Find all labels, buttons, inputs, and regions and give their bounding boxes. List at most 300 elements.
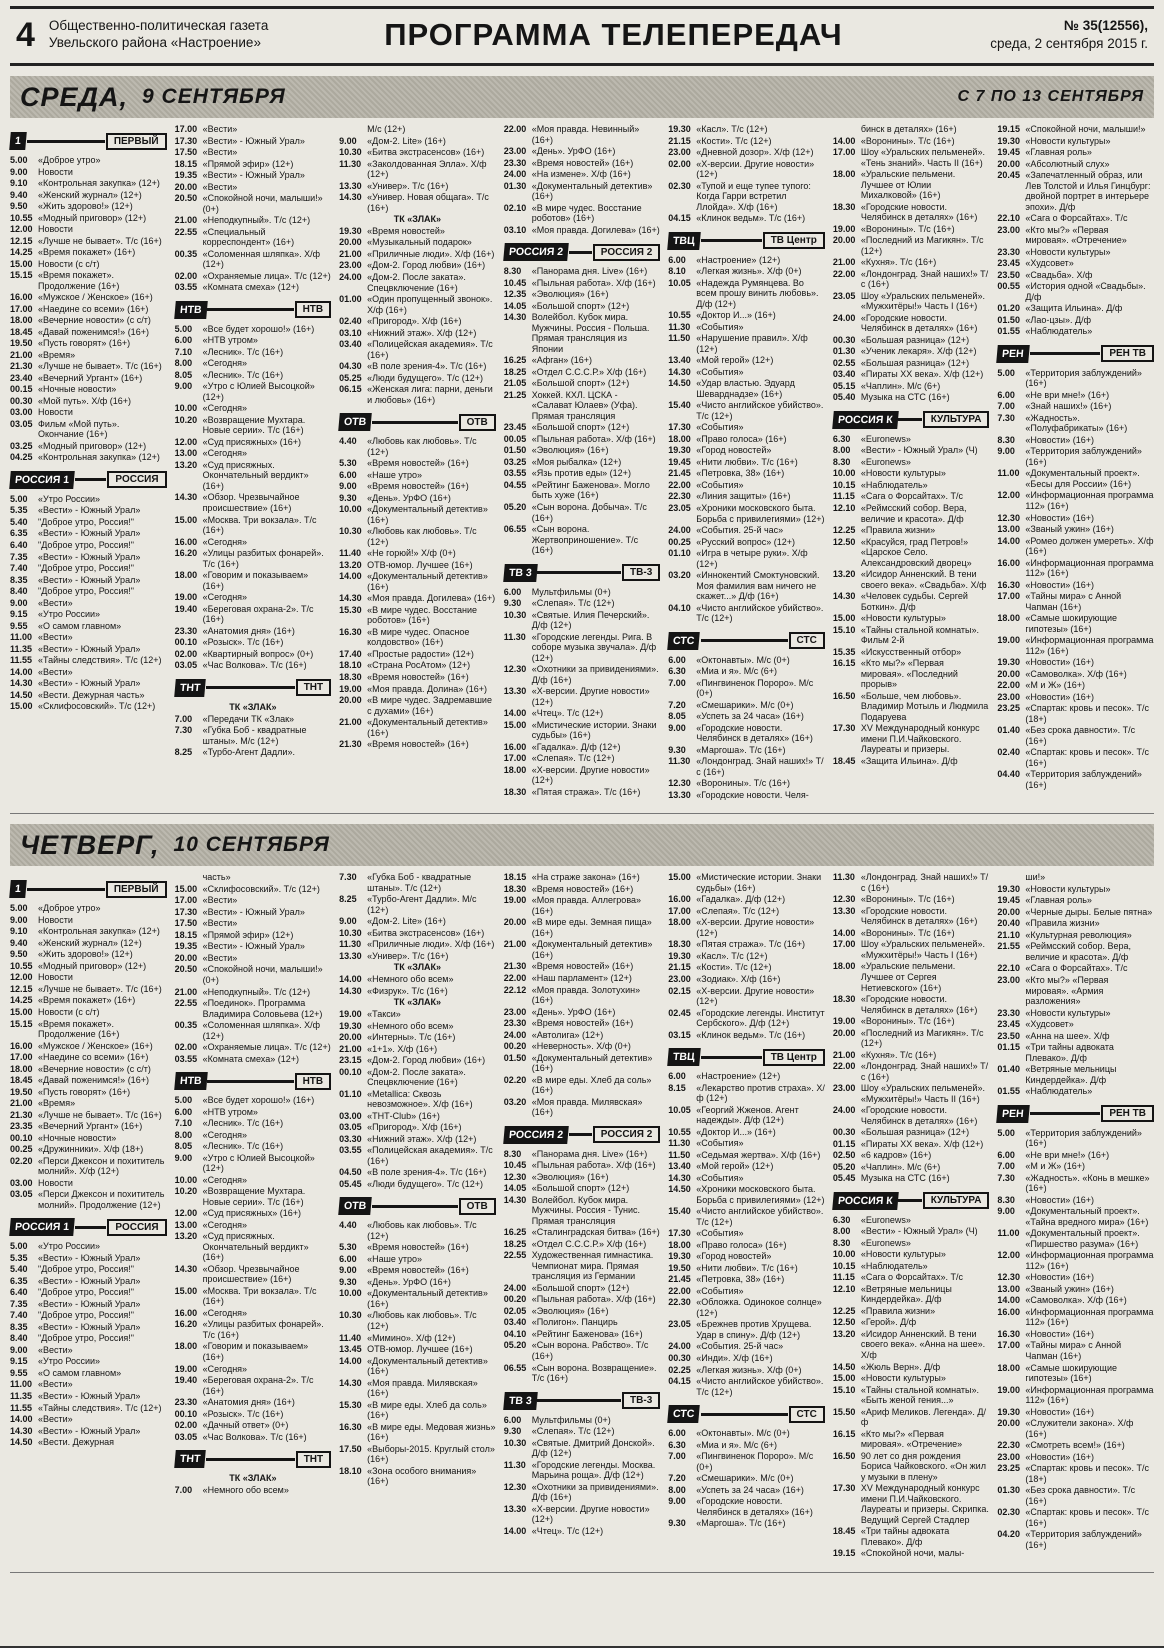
entry-title: «Губка Боб - квадратные штаны». М/с (12+) — [202, 725, 307, 746]
entry-time: 14.30 — [668, 366, 691, 377]
entry-time: 20.50 — [174, 964, 198, 975]
entry-time: 19.30 — [997, 135, 1020, 146]
entry-title: «День». УрФО (16+) — [367, 1276, 451, 1287]
entry-time: 22.00 — [668, 479, 691, 490]
entry-title: «Рейтинг Баженова» (16+) — [531, 1328, 643, 1339]
entry-time: 21.00 — [174, 986, 198, 997]
entry-time: 15.00 — [10, 701, 33, 712]
entry-time: 15.10 — [832, 624, 856, 635]
entry-time: 14.50 — [832, 1361, 856, 1372]
listing-entry — [668, 974, 825, 985]
entry-title: «Такси» — [367, 1009, 401, 1020]
entry-time: 17.30 — [832, 723, 856, 734]
listing-entry — [833, 1105, 990, 1126]
listing-entry — [175, 1141, 332, 1152]
entry-time: 13.20 — [174, 1231, 198, 1242]
entry-time: 02.25 — [668, 1364, 691, 1375]
entry-title: «Информационная программа 112» (16+) — [1025, 490, 1154, 511]
entry-title: «Тайны стальной комнаты». «Быть женой гения...» — [860, 1384, 979, 1406]
entry-time: 23.30 — [174, 1397, 198, 1408]
entry-title: «В мире еды. Хлеб да соль» (16+) — [367, 1399, 487, 1421]
program-days — [10, 76, 1154, 1573]
entry-time: 8.00 — [174, 358, 193, 369]
channel-header — [175, 301, 332, 319]
entry-title: «НТВ утром» — [202, 1106, 258, 1117]
entry-title: «Худсовет» — [1025, 258, 1074, 269]
entry-title: «Самоволка». Х/ф (16+) — [1025, 1295, 1127, 1306]
listing-entry — [504, 939, 661, 960]
entry-title: «Документальный проект». «Тайна вредного мира» (16+) — [1025, 1206, 1149, 1227]
listing-entry — [997, 1250, 1154, 1271]
listing-entry — [504, 1504, 661, 1525]
channel-logo-icon: ТВЦ — [667, 1048, 700, 1066]
listing-entry — [668, 525, 825, 536]
entry-time: 11.00 — [997, 1228, 1020, 1239]
entry-title: «Мистические истории. Знаки судьбы» (16+) — [531, 719, 657, 741]
listing-entry — [339, 316, 496, 327]
entry-time: 21.30 — [339, 739, 362, 750]
listing-entry — [833, 537, 990, 569]
subchannel-header: ТК «ЗЛАК» — [393, 214, 442, 225]
listing-entry — [833, 939, 990, 960]
entry-time: 23.30 — [174, 625, 198, 636]
listing-entry — [175, 403, 332, 414]
entry-time: 8.30 — [503, 266, 522, 277]
entry-time: 11.00 — [10, 632, 33, 643]
listing-entry — [339, 470, 496, 481]
entry-time: 9.00 — [997, 446, 1015, 457]
listing-entry — [339, 181, 496, 192]
channel-rule — [701, 1056, 762, 1059]
entry-time: 15.00 — [668, 872, 691, 883]
entry-time: 03.05 — [10, 418, 33, 429]
listing-entry — [10, 678, 167, 689]
entry-title: Новости — [38, 407, 73, 418]
listing-entry — [833, 1329, 990, 1361]
listing-entry — [504, 278, 661, 289]
listing-entry — [10, 644, 167, 655]
listing-entry — [175, 1153, 332, 1174]
entry-time: 00.55 — [997, 281, 1020, 292]
entry-time: 5.30 — [339, 458, 357, 469]
entry-time: 18.10 — [339, 660, 362, 671]
entry-time: 8.40 — [10, 1333, 28, 1344]
entry-title: «Смешарики». М/с (0+) — [696, 1473, 794, 1484]
entry-time: 9.00 — [10, 166, 28, 177]
entry-time: 8.00 — [174, 1129, 193, 1140]
entry-time: 11.30 — [668, 321, 691, 332]
entry-time: 22.30 — [668, 1297, 691, 1308]
entry-title: «Новости» (16+) — [1025, 657, 1095, 668]
listing-entry — [668, 1105, 825, 1126]
channel-header — [668, 1405, 825, 1423]
entry-time: 14.00 — [832, 927, 856, 938]
entry-time: 8.30 — [997, 434, 1015, 445]
entry-time: 22.30 — [668, 491, 691, 502]
listing-entry — [10, 575, 167, 586]
entry-title: «Новости» (16+) — [1025, 691, 1095, 702]
channel-logo-icon: РОССИЯ 2 — [503, 243, 569, 261]
entry-time: 22.00 — [503, 973, 527, 983]
entry-title: «В поле зрения-4». Т/с (16+) — [367, 1167, 487, 1178]
entry-title: «Настроение» (12+) — [696, 1071, 781, 1082]
entry-time: 5.40 — [10, 1264, 28, 1275]
listing-entry — [339, 548, 496, 559]
entry-title: «Лучше не бывает». Т/с (16+) — [38, 983, 162, 994]
entry-title: XV Международный конкурс имени П.И.Чайковского. Лауреаты и призеры. — [860, 723, 980, 755]
entry-time: 12.15 — [10, 235, 33, 246]
entry-time: 18.45 — [10, 326, 33, 337]
listing-entry — [10, 938, 167, 949]
entry-title: «Слепая». Т/с (12+) — [531, 753, 615, 764]
entry-time: 6.00 — [997, 1149, 1015, 1160]
entry-title: «Брежнев против Хрущева. Удар в спину». Д/ф (12+) — [696, 1319, 812, 1340]
channel-rule — [372, 421, 457, 424]
entry-time: 12.10 — [832, 502, 856, 513]
entry-title: «Большая разница» (12+) — [860, 334, 970, 345]
listing-entry — [668, 1341, 825, 1352]
entry-time: 17.00 — [10, 1052, 33, 1063]
channel-rule — [75, 1226, 106, 1229]
entry-time: 16.30 — [997, 579, 1020, 590]
listing-entry — [833, 1385, 990, 1406]
entry-title: «Город новостей» — [696, 1251, 772, 1262]
entry-time: 18.25 — [503, 1238, 527, 1249]
entry-time: 01.20 — [997, 303, 1020, 314]
entry-time: 18.00 — [832, 961, 856, 972]
channel-header — [175, 1450, 332, 1468]
listing-entry — [997, 413, 1154, 434]
listing-entry — [833, 457, 990, 468]
listing-entry — [668, 603, 825, 624]
listing-entry — [997, 1042, 1154, 1063]
entry-time: 18.45 — [832, 1526, 856, 1537]
entry-title: «Страна РосАтом» (12+) — [367, 660, 471, 671]
listing-entry — [504, 720, 661, 741]
entry-title: «Слепая». Т/с (12+) — [696, 905, 780, 916]
entry-title: «Документальный детектив» (16+) — [367, 504, 488, 525]
listing-entry — [10, 292, 167, 303]
listing-entry — [668, 1228, 825, 1239]
listing-entry — [668, 745, 825, 756]
entry-time: 19.30 — [339, 1020, 362, 1031]
listing-entry — [504, 1172, 661, 1183]
listing-entry — [668, 1083, 825, 1104]
listing-continuation: бинск в деталях» (16+) — [860, 124, 957, 134]
entry-time: 14.30 — [339, 985, 362, 996]
listing-entry — [668, 491, 825, 502]
listing-entry — [175, 725, 332, 746]
listing-entry — [504, 973, 661, 984]
entry-time: 23.45 — [997, 258, 1020, 269]
entry-time: 15.00 — [832, 613, 856, 624]
entry-time: 03.20 — [668, 570, 691, 581]
channel-rule — [207, 308, 293, 311]
listing-entry — [997, 657, 1154, 668]
entry-title: «События» — [696, 321, 744, 332]
entry-time: 5.35 — [10, 505, 28, 516]
entry-title: «Большой спорт» (12+) — [531, 1183, 630, 1194]
entry-title: «Чисто английское убийство». Т/с (12+) — [696, 602, 824, 624]
entry-title: «Лекарство против страха». Х/ф (12+) — [696, 1082, 825, 1104]
entry-time: 01.50 — [503, 445, 527, 456]
entry-title: «Моя рыбалка» (12+) — [531, 456, 622, 467]
entry-time: 12.30 — [503, 664, 527, 675]
entry-title: «Турбо-Агент Дадли». — [202, 747, 295, 758]
entry-time: 17.00 — [503, 753, 527, 764]
entry-title: «Один пропущенный звонок». Х/ф (16+) — [367, 294, 493, 315]
entry-time: 6.40 — [10, 539, 28, 550]
issue-date: среда, 2 сентября 2015 г. — [990, 36, 1148, 51]
listing-entry — [833, 625, 990, 646]
entry-time: 19.15 — [832, 1548, 856, 1559]
entry-time: 12.30 — [832, 894, 856, 905]
listing-entry — [668, 1150, 825, 1161]
page-title: ПРОГРАММА ТЕЛЕПЕРЕДАЧ — [384, 17, 843, 52]
entry-time: 16.15 — [832, 1428, 856, 1439]
listing-entry — [668, 147, 825, 158]
entry-title: «Жить здорово!» (12+) — [38, 201, 133, 212]
entry-title: «Физрук». Т/с (16+) — [367, 985, 448, 996]
channel-name: РЕН ТВ — [1101, 345, 1154, 362]
entry-title: «Кто мы?» «Первая мировая». «Отречение» — [860, 1428, 963, 1450]
listing-entry — [339, 1021, 496, 1032]
listing-entry — [175, 1375, 332, 1396]
listing-entry — [339, 226, 496, 237]
entry-title: «Музыкальный подарок» — [367, 237, 472, 248]
entry-title: «Абсолютный слух» — [1025, 158, 1110, 169]
listing-entry — [175, 1220, 332, 1231]
listing-entry — [175, 515, 332, 536]
entry-title: «Новости культуры» — [860, 613, 946, 624]
entry-title: «Вести» — [38, 1344, 73, 1355]
entry-title: «Город новостей» — [696, 445, 772, 456]
entry-time: 14.30 — [339, 593, 362, 604]
entry-title: Шоу «Уральских пельменей». «Мужхитёры!» Часть I (16+) — [860, 939, 985, 960]
entry-title: «Время покажет». Продолжение (16+) — [38, 270, 120, 291]
entry-title: «Вести» - Южный Урал» — [38, 574, 141, 585]
listing-entry — [10, 494, 167, 505]
entry-title: «Документальный детектив» (16+) — [367, 717, 488, 738]
entry-time: 9.15 — [10, 609, 28, 620]
entry-time: 20.00 — [832, 235, 856, 246]
entry-title: «Неподкупный». Т/с (12+) — [202, 215, 311, 226]
listing-entry — [997, 1019, 1154, 1030]
entry-time: 13.40 — [668, 355, 691, 366]
listing-entry — [339, 504, 496, 525]
listing-entry — [997, 1008, 1154, 1019]
entry-title: «Городские новости. Челябинск в деталях» (16+) — [860, 201, 978, 223]
listing-entry — [668, 678, 825, 699]
entry-time: 16.30 — [339, 1421, 362, 1432]
entry-title: «Информационная программа 112» (16+) — [1025, 1306, 1154, 1328]
entry-time: 19.30 — [668, 950, 691, 961]
entry-time: 03.20 — [503, 1096, 527, 1107]
entry-time: 11.55 — [10, 655, 33, 666]
listing-entry — [668, 1496, 825, 1517]
entry-title: «Говорим и показываем» (16+) — [202, 570, 309, 591]
listing-entry — [668, 355, 825, 366]
entry-time: 19.30 — [339, 225, 362, 236]
entry-time: 10.55 — [668, 1126, 691, 1137]
entry-time: 7.35 — [10, 551, 28, 562]
listing-entry — [668, 457, 825, 468]
listing-entry — [504, 355, 661, 366]
entry-title: Новости — [38, 166, 73, 177]
entry-title: «Передачи ТК «Злак» — [202, 713, 295, 724]
listing-entry — [833, 1150, 990, 1161]
listing-entry — [175, 1020, 332, 1041]
entry-title: «Информационная программа 112» (16+) — [1025, 1250, 1154, 1271]
entry-title: «Эволюция» (16+) — [531, 289, 609, 300]
entry-time: 7.40 — [10, 1310, 28, 1321]
entry-time: 9.00 — [174, 1152, 193, 1163]
entry-time: 7.30 — [339, 872, 357, 883]
entry-time: 15.00 — [174, 514, 198, 525]
listing-entry — [339, 328, 496, 339]
entry-time: 02.40 — [997, 747, 1020, 758]
listing-entry — [997, 613, 1154, 634]
listing-entry — [175, 249, 332, 270]
channel-header — [833, 411, 990, 429]
page-number: 4 — [16, 16, 35, 54]
entry-title: «Немного обо всем» — [367, 1020, 454, 1031]
listing-entry — [668, 962, 825, 973]
listing-entry — [504, 181, 661, 202]
entry-time: 14.30 — [174, 1263, 198, 1274]
listing-entry — [833, 658, 990, 690]
entry-time: 12.10 — [832, 1283, 856, 1294]
entry-title: Новости (с с/т) — [38, 1007, 100, 1017]
entry-title: «Время новостей» (16+) — [367, 458, 469, 469]
entry-time: 8.40 — [10, 586, 28, 597]
entry-title: «В мире чудес. Опасное колдовство» (16+) — [367, 626, 470, 648]
listing-entry — [504, 1415, 661, 1426]
entry-title: «Пираты XX века». Х/ф (12+) — [860, 369, 984, 380]
entry-time: 6.00 — [668, 1428, 686, 1439]
entry-time: 00.30 — [668, 1352, 691, 1363]
entry-time: 16.00 — [997, 1306, 1020, 1317]
entry-title: «Ариф Меликов. Легенда». Д/ф — [860, 1406, 987, 1428]
entry-time: 19.00 — [997, 1384, 1020, 1395]
entry-time: 22.00 — [832, 1061, 856, 1072]
entry-time: 11.40 — [339, 1332, 362, 1343]
entry-time: 02.10 — [503, 202, 527, 213]
listing-entry — [339, 458, 496, 469]
channel-name: СТС — [789, 1406, 825, 1423]
channel-logo-icon: РОССИЯ К — [832, 1192, 898, 1210]
entry-title: «Язь против еды» (12+) — [531, 468, 631, 479]
channel-logo-icon: ОТВ — [338, 413, 372, 431]
entry-time: 18.15 — [174, 158, 198, 169]
entry-time: 19.50 — [10, 338, 33, 349]
entry-title: «Вести» - Южный Урал» — [202, 941, 305, 952]
entry-title: «Охотники за привидениями». Д/ф (16+) — [531, 1481, 659, 1503]
listing-entry — [833, 313, 990, 334]
listing-entry — [997, 1407, 1154, 1418]
listing-entry — [339, 1356, 496, 1377]
channel-rule — [27, 140, 105, 143]
entry-title: «Большой спорт» (12+) — [531, 300, 630, 311]
listing-entry — [833, 1362, 990, 1373]
entry-title: «Лондонград. Знай наших!» Т/с (16+) — [860, 1061, 989, 1082]
listing-entry — [504, 895, 661, 916]
entry-time: 10.45 — [503, 277, 527, 288]
entry-title: «Утро России» — [38, 493, 101, 504]
entry-time: 00.30 — [832, 334, 856, 345]
listing-entry — [997, 213, 1154, 224]
channel-header — [997, 1105, 1154, 1123]
entry-time: 23.00 — [339, 260, 362, 271]
entry-title: «Вести» — [38, 1414, 73, 1425]
listing-entry — [833, 468, 990, 479]
entry-time: 03.55 — [174, 282, 198, 293]
entry-title: «Октонавты». М/с (0+) — [696, 654, 790, 665]
entry-title: "Доброе утро, Россия!" — [38, 539, 134, 550]
entry-title: «Вести» - Южный Урал» — [38, 1298, 141, 1309]
channel-rule — [537, 1399, 621, 1402]
channel-header — [668, 1048, 825, 1066]
listing-entry — [504, 301, 661, 312]
entry-title: «Правила жизни» — [1025, 918, 1100, 929]
listing-entry — [175, 215, 332, 226]
listing-entry — [10, 1019, 167, 1040]
listing-entry — [175, 964, 332, 985]
entry-title: «День». УрФО (16+) — [531, 1006, 616, 1017]
entry-time: 17.00 — [997, 1340, 1020, 1351]
entry-title: Новости — [38, 914, 73, 925]
channel-logo-icon: РОССИЯ 1 — [9, 471, 75, 489]
entry-title: «Красуйся, град Петров!» «Царское Село. Александровский дворец» — [860, 536, 972, 568]
entry-time: 00.05 — [503, 433, 527, 444]
entry-time: 11.30 — [339, 939, 362, 950]
entry-title: «Наше утро» — [367, 469, 423, 480]
entry-title: «Жадность». «Конь в мешке» (16+) — [1025, 1172, 1150, 1194]
listing-entry — [833, 756, 990, 767]
channel-header — [175, 1072, 332, 1090]
entry-time: 01.15 — [997, 1042, 1020, 1053]
listing-entry — [175, 415, 332, 436]
entry-title: «Большая разница» (12+) — [860, 1127, 970, 1138]
entry-title: «Суд присяжных» (16+) — [202, 1208, 302, 1219]
channel-rule — [1030, 1112, 1100, 1115]
entry-title: «Пираты XX века». Х/ф (12+) — [860, 1138, 984, 1149]
entry-time: 6.40 — [10, 1287, 28, 1298]
entry-title: «Наблюдатель» — [860, 479, 928, 490]
listing-entry — [997, 1150, 1154, 1161]
listing-entry — [10, 1253, 167, 1264]
entry-title: «Чаплин». М/с (6+) — [860, 1161, 941, 1172]
entry-time: 12.00 — [174, 1208, 198, 1219]
entry-title: «Вести» - Южный Урал» — [38, 505, 141, 516]
entry-title: «Сын ворона. Рабство». Т/с (16+) — [531, 1340, 649, 1361]
entry-time: 24.00 — [832, 312, 856, 323]
entry-time: 18.00 — [668, 917, 691, 928]
entry-title: «Любовь как любовь». Т/с (12+) — [367, 1220, 477, 1241]
entry-title: «Гадалка». Д/ф (12+) — [696, 894, 786, 905]
listing-entry — [997, 635, 1154, 656]
entry-title: «Время» — [38, 349, 76, 360]
entry-title: «Время покажет» (16+) — [38, 247, 136, 258]
entry-title: «Пятая стража». Т/с (16+) — [696, 939, 805, 950]
entry-title: «Документальный детектив» (16+) — [367, 1288, 488, 1309]
entry-time: 04.50 — [339, 1167, 362, 1178]
entry-time: 11.50 — [668, 1149, 691, 1160]
entry-title: ОТВ-юмор. Лучшее (16+) — [367, 1344, 473, 1355]
listing-entry — [10, 201, 167, 212]
listing-entry — [10, 1064, 167, 1075]
entry-title: «Три тайны адвоката Плевако». Д/ф — [1025, 1042, 1114, 1063]
